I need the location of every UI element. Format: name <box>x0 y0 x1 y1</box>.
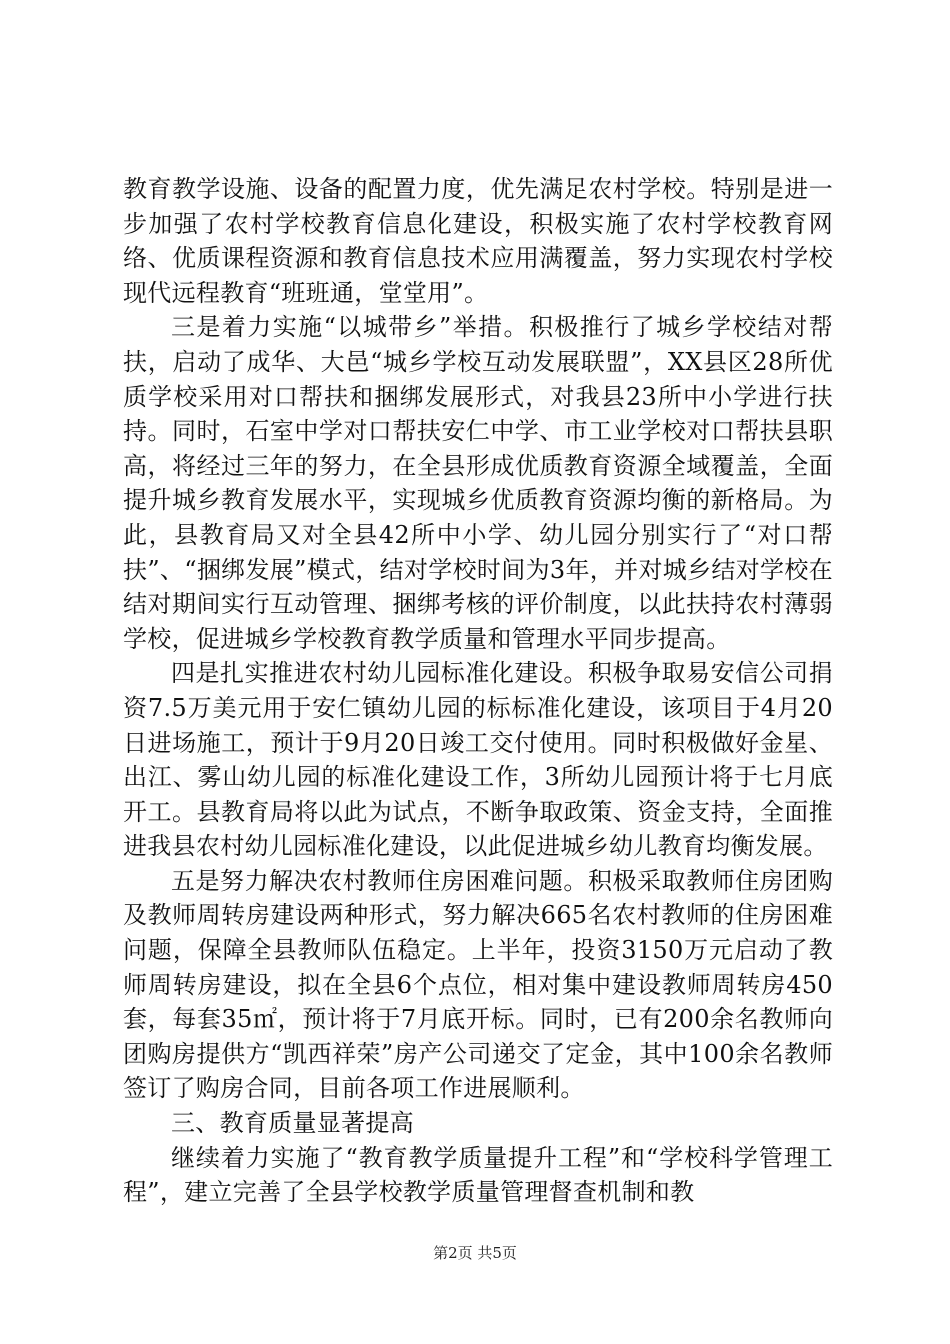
body-paragraph: 三是着力实施“以城带乡”举措。积极推行了城乡学校结对帮扶，启动了成华、大邑“城乡学校互动发展联盟”，XX县区28所优质学校采用对口帮扶和捆绑发展形式，对我县23所中小学进行扶持。同时，石室中学对口帮扶安仁中学、市工业学校对口帮扶县职高，将经过三年的努力，在全县形成优质教育资源全域覆盖，全面提升城乡教育发展水平，实现城乡优质教育资源均衡的新格局。为此，县教育局又对全县42所中小学、幼儿园分别实行了“对口帮扶”、“捆绑发展”模式，结对学校时间为3年，并对城乡结对学校在结对期间实行互动管理、捆绑考核的评价制度，以此扶持农村薄弱学校，促进城乡学校教育教学质量和管理水平同步提高。 <box>123 313 833 653</box>
section-heading: 三、教育质量显著提高 <box>171 1109 414 1138</box>
body-paragraph: 四是扎实推进农村幼儿园标准化建设。积极争取易安信公司捐资7.5万美元用于安仁镇幼儿园的标标准化建设，该项目于4月20日进场施工，预计于9月20日竣工交付使用。同时积极做好金星、出江、雾山幼儿园的标准化建设工作，3所幼儿园预计将于七月底开工。县教育局将以此为试点，不断争取政策、资金支持，全面推进我县农村幼儿园标准化建设，以此促进城乡幼儿教育均衡发展。 <box>123 659 833 861</box>
document-body <box>123 172 833 1210</box>
page-number-footer: 第2页 共5页 <box>433 1244 517 1262</box>
body-paragraph: 教育教学设施、设备的配置力度，优先满足农村学校。特别是进一步加强了农村学校教育信息化建设，积极实施了农村学校教育网络、优质课程资源和教育信息技术应用满覆盖，努力实现农村学校现代远程教育“班班通，堂堂用”。 <box>123 175 833 307</box>
body-paragraph: 五是努力解决农村教师住房困难问题。积极采取教师住房团购及教师周转房建设两种形式，努力解决665名农村教师的住房困难问题，保障全县教师队伍稳定。上半年，投资3150万元启动了教师周转房建设，拟在全县6个点位，相对集中建设教师周转房450套，每套35㎡，预计将于7月底开标。同时，已有200余名教师向团购房提供方“凯西祥荣”房产公司递交了定金，其中100余名教师签订了购房合同，目前各项工作进展顺利。 <box>123 866 833 1103</box>
body-paragraph: 继续着力实施了“教育教学质量提升工程”和“学校科学管理工程”，建立完善了全县学校教学质量管理督查机制和教 <box>123 1143 833 1207</box>
